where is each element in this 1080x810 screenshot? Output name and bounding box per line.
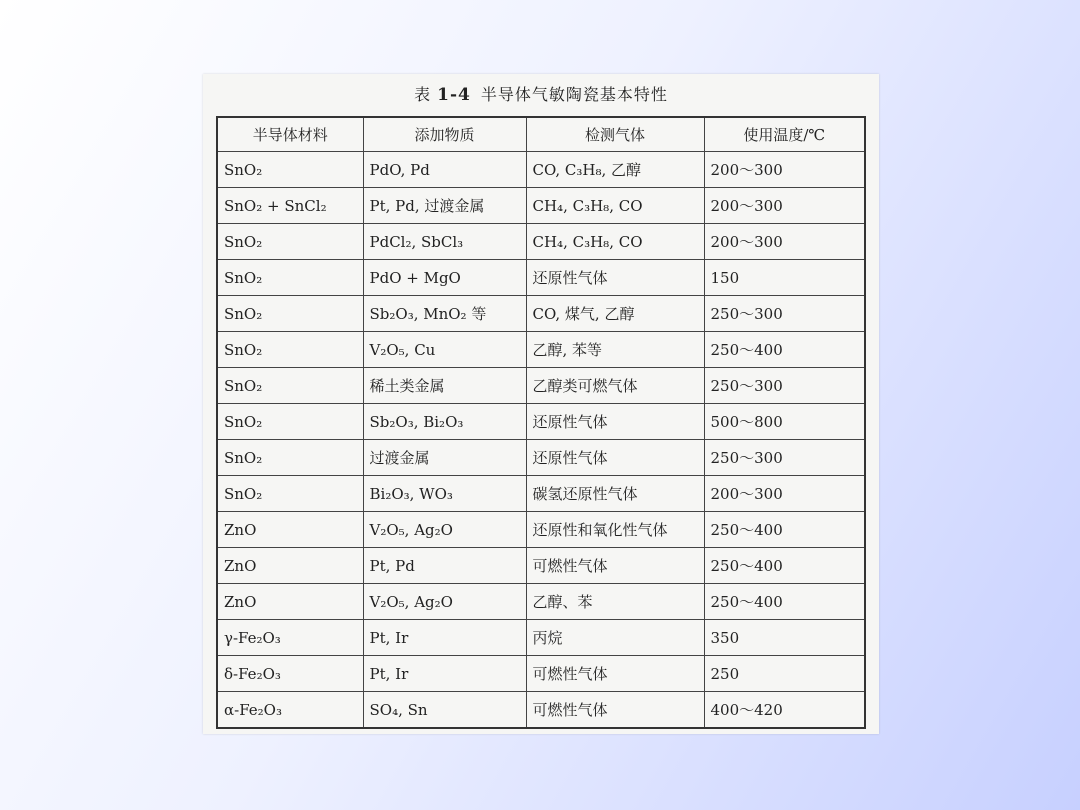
cell-material: SnO₂ [217,440,363,476]
cell-additive: Sb₂O₃, Bi₂O₃ [363,404,526,440]
cell-material: SnO₂ [217,404,363,440]
cell-material: γ-Fe₂O₃ [217,620,363,656]
caption-number: 1-4 [437,85,471,105]
cell-temperature: 250～400 [704,512,865,548]
cell-additive: PdO, Pd [363,152,526,188]
cell-temperature: 250～300 [704,368,865,404]
cell-gas: 乙醇, 苯等 [526,332,704,368]
cell-material: α-Fe₂O₃ [217,692,363,729]
header-additive: 添加物质 [363,117,526,152]
cell-gas: 还原性和氧化性气体 [526,512,704,548]
cell-temperature: 250～300 [704,296,865,332]
header-row [217,117,865,152]
cell-additive: PdO + MgO [363,260,526,296]
table-row [217,296,865,332]
cell-material: SnO₂ [217,260,363,296]
cell-gas: CO, C₃H₈, 乙醇 [526,152,704,188]
cell-additive: Pt, Pd [363,548,526,584]
table-row [217,476,865,512]
cell-gas: 还原性气体 [526,404,704,440]
cell-gas: 可燃性气体 [526,656,704,692]
header-gas: 检测气体 [526,117,704,152]
table-row [217,656,865,692]
cell-temperature: 350 [704,620,865,656]
cell-gas: CO, 煤气, 乙醇 [526,296,704,332]
cell-additive: V₂O₅, Cu [363,332,526,368]
cell-temperature: 200～300 [704,188,865,224]
table-row [217,188,865,224]
cell-gas: 可燃性气体 [526,692,704,729]
cell-gas: 碳氢还原性气体 [526,476,704,512]
cell-material: SnO₂ [217,332,363,368]
cell-temperature: 500～800 [704,404,865,440]
table-row [217,440,865,476]
table-row [217,152,865,188]
table-row [217,404,865,440]
cell-gas: 还原性气体 [526,440,704,476]
table-row [217,584,865,620]
table-row [217,692,865,729]
cell-additive: SO₄, Sn [363,692,526,729]
table-row [217,368,865,404]
cell-additive: Pt, Pd, 过渡金属 [363,188,526,224]
cell-gas: 乙醇、苯 [526,584,704,620]
cell-material: SnO₂ [217,368,363,404]
cell-temperature: 250 [704,656,865,692]
cell-additive: V₂O₅, Ag₂O [363,512,526,548]
cell-temperature: 200～300 [704,476,865,512]
caption-prefix: 表 [414,85,432,104]
cell-additive: 过渡金属 [363,440,526,476]
cell-gas: CH₄, C₃H₈, CO [526,188,704,224]
cell-gas: 还原性气体 [526,260,704,296]
caption-title: 半导体气敏陶瓷基本特性 [480,85,668,104]
table-row [217,224,865,260]
cell-temperature: 150 [704,260,865,296]
table-row [217,620,865,656]
cell-material: SnO₂ [217,296,363,332]
cell-material: SnO₂ [217,476,363,512]
cell-material: ZnO [217,512,363,548]
header-material: 半导体材料 [217,117,363,152]
cell-temperature: 250～400 [704,332,865,368]
cell-temperature: 250～400 [704,548,865,584]
cell-material: SnO₂ + SnCl₂ [217,188,363,224]
cell-gas: 可燃性气体 [526,548,704,584]
cell-temperature: 250～300 [704,440,865,476]
cell-additive: V₂O₅, Ag₂O [363,584,526,620]
gas-sensor-table [216,116,866,729]
cell-gas: 丙烷 [526,620,704,656]
table-caption [203,82,879,105]
cell-additive: Bi₂O₃, WO₃ [363,476,526,512]
cell-additive: Sb₂O₃, MnO₂ 等 [363,296,526,332]
table-row [217,512,865,548]
cell-temperature: 400～420 [704,692,865,729]
cell-material: δ-Fe₂O₃ [217,656,363,692]
cell-additive: PdCl₂, SbCl₃ [363,224,526,260]
cell-material: SnO₂ [217,224,363,260]
table-row [217,548,865,584]
cell-temperature: 200～300 [704,224,865,260]
scanned-table-image [203,74,879,734]
cell-gas: CH₄, C₃H₈, CO [526,224,704,260]
cell-temperature: 200～300 [704,152,865,188]
table-row [217,332,865,368]
table-body [217,152,865,729]
cell-material: ZnO [217,548,363,584]
header-temperature: 使用温度/℃ [704,117,865,152]
cell-additive: Pt, Ir [363,656,526,692]
cell-temperature: 250～400 [704,584,865,620]
cell-material: SnO₂ [217,152,363,188]
cell-additive: Pt, Ir [363,620,526,656]
cell-gas: 乙醇类可燃气体 [526,368,704,404]
cell-material: ZnO [217,584,363,620]
table-row [217,260,865,296]
cell-additive: 稀土类金属 [363,368,526,404]
